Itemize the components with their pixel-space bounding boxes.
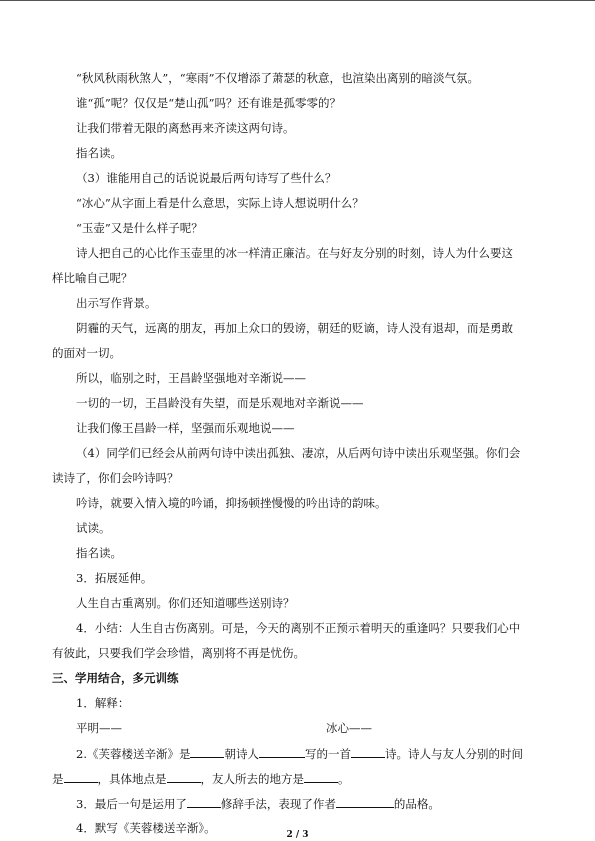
paragraph-line: 试读。 [76,521,111,535]
paragraph-line: 所以，临别之时，王昌龄坚强地对辛渐说—— [76,371,306,385]
exercise-2-line-2 [52,771,350,786]
fill-blank-character[interactable] [336,796,394,808]
paragraph-line: 的面对一切。 [52,346,121,360]
paragraph-line: 指名读。 [76,546,122,560]
page-top-border [0,0,595,1]
paragraph-line: 谁“孤”呢？仅仅是“楚山孤”吗？还有谁是孤零零的？ [76,96,342,110]
paragraph-line: 出示写作背景。 [76,296,157,310]
paragraph-line: “冰心”从字面上看是什么意思，实际上诗人想说明什么？ [76,196,364,210]
exercise-2-line-1 [76,746,523,761]
exercise-3-text: 3．最后一句是运用了 [76,797,187,811]
exercise-2-text: 2.《芙蓉楼送辛渐》是 [76,747,191,761]
paragraph-line: 一切的一切，王昌龄没有失望，而是乐观地对辛渐说—— [76,396,364,410]
fill-blank-time[interactable] [64,771,98,783]
paragraph-line: 4．小结：人生自古伤离别。可是，今天的离别不正预示着明天的重逢吗？只要我们心中 [76,621,521,635]
paragraph-line: “秋风秋雨秋煞人”，“寒雨”不仅增添了萧瑟的秋意，也渲染出离别的暗淡气氛。 [76,71,480,85]
paragraph-line: “玉壶”又是什么样子呢？ [76,221,203,235]
exercise-2-text: ，具体地点是 [97,772,167,786]
fill-blank-destination[interactable] [304,771,338,783]
exercise-3 [76,796,440,811]
exercise-2-text: 朝诗人 [224,747,259,761]
paragraph-line: 阴霾的天气，远离的朋友，再加上众口的毁谤，朝廷的贬谪，诗人没有退却，而是勇敢 [76,321,513,335]
paragraph-line: 读诗了，你们会吟诗吗？ [52,471,179,485]
paragraph-line: 吟诗，就要入情入境的吟诵，抑扬顿挫慢慢的吟出诗的韵味。 [76,496,387,510]
paragraph-line: 人生自古重离别。你们还知道哪些送别诗？ [76,596,295,610]
section-heading: 三、学用结合，多元训练 [52,671,179,685]
paragraph-line: 3．拓展延伸。 [76,571,153,585]
page-number: 2 / 3 [286,830,309,840]
paragraph-line: （3）谁能用自己的话说说最后两句诗写了些什么？ [76,171,337,185]
paragraph-line: 样比喻自己呢？ [52,271,133,285]
exercise-2-text: 。 [338,772,350,786]
exercise-3-text: 的品格。 [393,797,440,811]
exercise-2-text: 诗。诗人与友人分别的时间 [384,747,523,761]
exercise-2-text: 是 [52,772,64,786]
paragraph-line: 指名读。 [76,146,122,160]
paragraph-line: 诗人把自己的心比作玉壶里的冰一样清正廉洁。在与好友分别的时刻，诗人为什么要这 [76,246,513,260]
fill-blank-dynasty[interactable] [190,746,224,758]
exercise-1-term-pingming: 平明—— [76,721,122,735]
paragraph-line: 让我们带着无限的离愁再来齐读这两句诗。 [76,121,295,135]
exercise-2-text: ，友人所去的地方是 [200,772,304,786]
fill-blank-place[interactable] [167,771,201,783]
paragraph-line: （4）同学们已经会从前两句诗中读出孤独、凄凉，从后两句诗中读出乐观坚强。你们会 [76,446,521,460]
exercise-2-text: 写的一首 [304,747,351,761]
fill-blank-poem-type[interactable] [351,746,385,758]
paragraph-line: 让我们像王昌龄一样，坚强而乐观地说—— [76,421,295,435]
exercise-4: 4．默写《芙蓉楼送辛渐》。 [76,821,216,835]
paragraph-line: 有彼此，只要我们学会珍惜，离别将不再是忧伤。 [52,646,305,660]
fill-blank-rhetoric[interactable] [187,796,221,808]
exercise-1-term-bingxin: 冰心—— [326,721,372,735]
exercise-3-text: 修辞手法，表现了作者 [220,797,336,811]
exercise-1-label: 1．解释： [76,696,130,710]
fill-blank-poet[interactable] [259,746,305,758]
